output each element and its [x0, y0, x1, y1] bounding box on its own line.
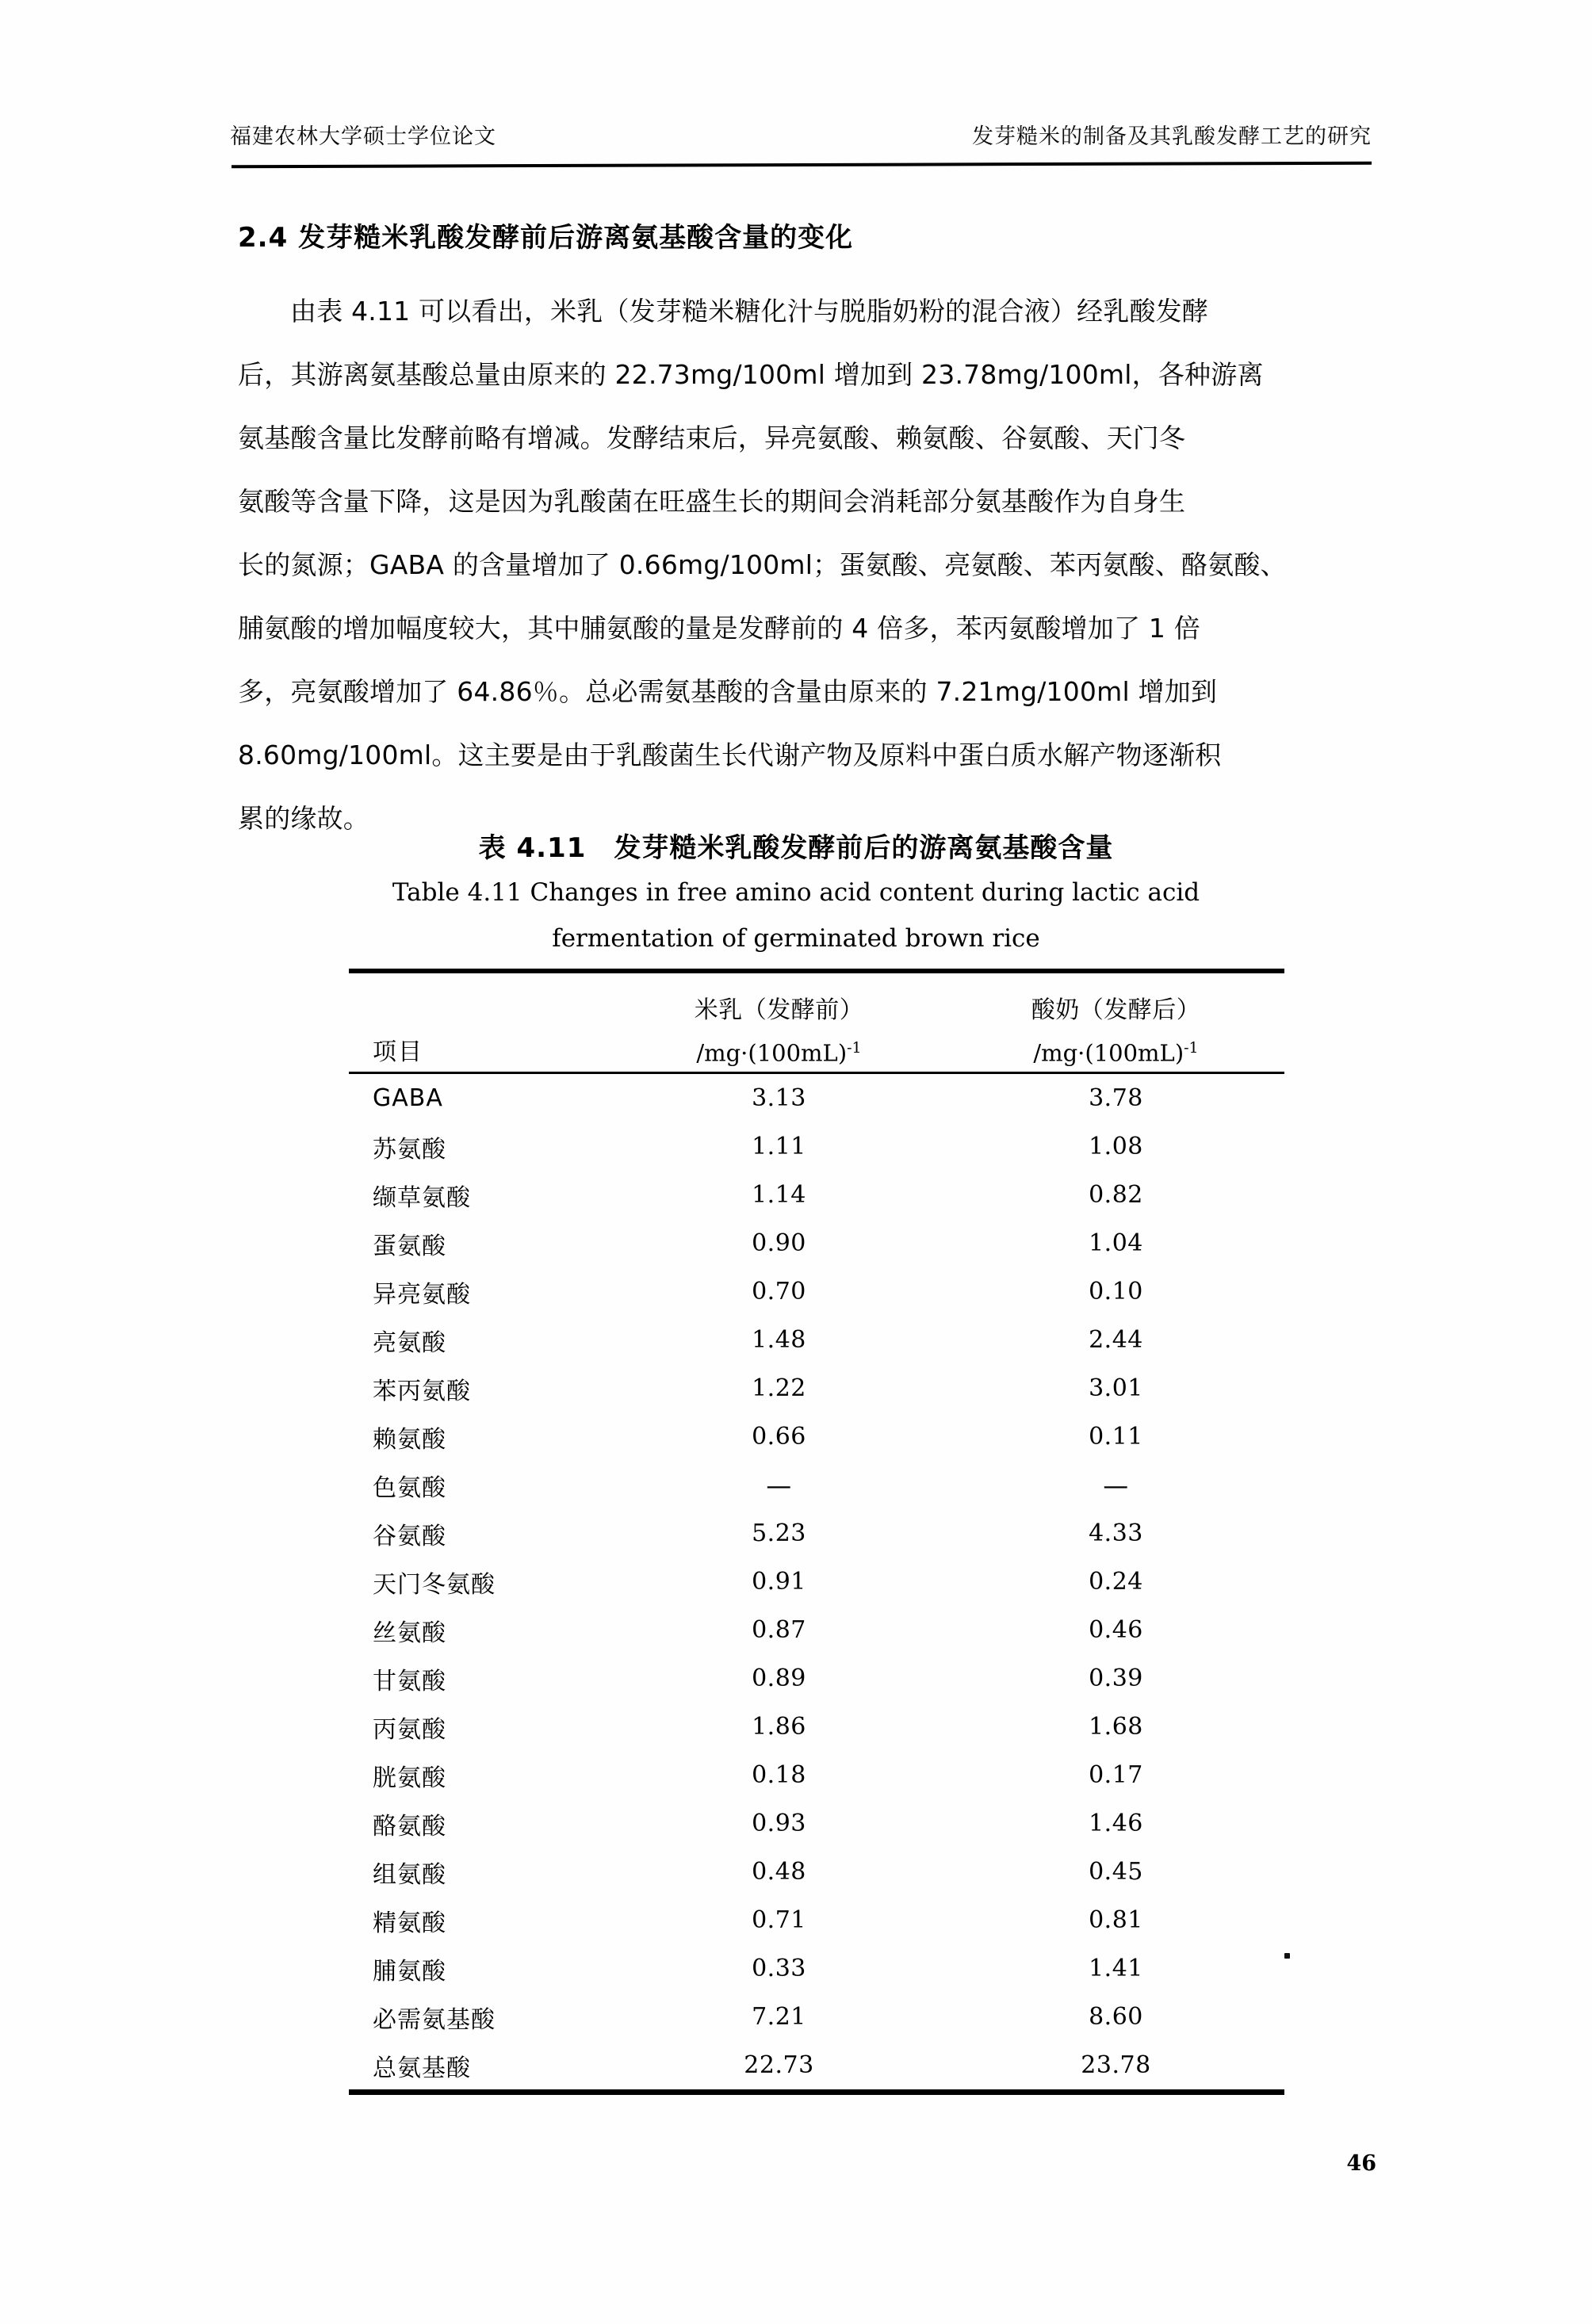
row-value-before: 22.73: [744, 2051, 814, 2079]
row-value-after: 0.82: [1089, 1181, 1143, 1209]
table-row: [349, 1751, 1284, 1799]
row-value-after: 1.68: [1089, 1713, 1143, 1741]
row-value-after: 3.78: [1089, 1084, 1143, 1112]
row-value-after: 1.46: [1089, 1810, 1143, 1837]
row-value-before: —: [766, 1470, 792, 1500]
unit-exponent: -1: [847, 1039, 862, 1057]
table-row: [349, 1993, 1284, 2041]
column-header-before-name: 米乳（发酵前）: [694, 996, 864, 1025]
table-row: [349, 1848, 1284, 1896]
table-row: [349, 1364, 1284, 1412]
paragraph-line: 脯氨酸的增加幅度较大，其中脯氨酸的量是发酵前的 4 倍多，苯丙氨酸增加了 1 倍: [238, 613, 1200, 644]
row-value-after: —: [1103, 1470, 1129, 1500]
row-item-label: 胱氨酸: [373, 1764, 446, 1792]
row-item-label: 总氨基酸: [373, 2054, 471, 2082]
paragraph-line: 长的氮源；GABA 的含量增加了 0.66mg/100ml；蛋氨酸、亮氨酸、苯丙氨酸、酪氨酸、: [238, 549, 1287, 580]
table-header: [349, 973, 1284, 1072]
paragraph-line: 后，其游离氨基酸总量由原来的 22.73mg/100ml 增加到 23.78mg/100ml，各种游离: [238, 359, 1264, 390]
row-value-after: 4.33: [1089, 1519, 1143, 1547]
table-row: [349, 1799, 1284, 1848]
body-paragraph: [238, 295, 1372, 866]
row-item-label: 苏氨酸: [373, 1135, 446, 1164]
row-value-before: 0.70: [752, 1278, 806, 1305]
row-item-label: 丙氨酸: [373, 1715, 446, 1744]
table-row: [349, 1703, 1284, 1751]
row-item-label: GABA: [373, 1084, 443, 1112]
table-row: [349, 1944, 1284, 1993]
row-item-label: 缬草氨酸: [373, 1183, 471, 1212]
row-value-after: 3.01: [1089, 1374, 1143, 1402]
column-header-after-name: 酸奶（发酵后）: [1031, 996, 1201, 1025]
table-row: [349, 1074, 1284, 1122]
row-item-label: 天门冬氨酸: [373, 1570, 496, 1599]
row-value-before: 0.87: [752, 1616, 806, 1644]
paragraph-line: 由表 4.11 可以看出，米乳（发芽糙米糖化汁与脱脂奶粉的混合液）经乳酸发酵: [290, 296, 1209, 327]
table-caption-english-line1: Table 4.11 Changes in free amino acid content during lactic acid: [392, 878, 1200, 907]
paragraph-line: 多，亮氨酸增加了 64.86％。总必需氨基酸的含量由原来的 7.21mg/100ml 增加到: [238, 676, 1218, 707]
row-value-before: 1.22: [752, 1374, 806, 1402]
table-body: [349, 1074, 1284, 2089]
unit-base: /mg·(100mL): [696, 1040, 848, 1067]
unit-exponent: -1: [1184, 1039, 1199, 1057]
table-row: [349, 1122, 1284, 1171]
row-value-after: 0.17: [1089, 1761, 1143, 1789]
row-item-label: 甘氨酸: [373, 1667, 446, 1695]
row-item-label: 赖氨酸: [373, 1425, 446, 1454]
table-caption-chinese: 表 4.11 发芽糙米乳酸发酵前后的游离氨基酸含量: [478, 832, 1114, 864]
running-header: [230, 119, 1372, 150]
unit-base: /mg·(100mL): [1033, 1040, 1184, 1067]
row-value-before: 1.86: [752, 1713, 806, 1741]
row-item-label: 亮氨酸: [373, 1328, 446, 1357]
row-value-after: 0.45: [1089, 1858, 1143, 1886]
row-value-after: 8.60: [1089, 2003, 1143, 2031]
column-header-item-label: 项目: [373, 1038, 423, 1066]
table-caption-english-line2: fermentation of germinated brown rice: [552, 924, 1040, 953]
table-row: [349, 1558, 1284, 1606]
amino-acid-table: [349, 969, 1284, 2095]
table-row: [349, 1412, 1284, 1461]
row-value-after: 0.24: [1089, 1568, 1143, 1596]
row-value-before: 0.33: [752, 1955, 806, 1982]
row-value-after: 1.04: [1089, 1229, 1143, 1257]
row-item-label: 色氨酸: [373, 1474, 446, 1502]
table-grid: [349, 973, 1284, 1072]
header-rule: [232, 162, 1372, 169]
row-value-before: 1.48: [752, 1326, 806, 1354]
paragraph-line: 累的缘故。: [238, 803, 369, 834]
paragraph-line: 8.60mg/100ml。这主要是由于乳酸菌生长代谢产物及原料中蛋白质水解产物逐渐积: [238, 740, 1222, 770]
column-header-before: [610, 973, 947, 1072]
row-item-label: 谷氨酸: [373, 1522, 446, 1550]
row-value-before: 0.91: [752, 1568, 806, 1596]
table-row: [349, 1509, 1284, 1558]
row-value-after: 0.46: [1089, 1616, 1143, 1644]
column-header-after: [947, 973, 1284, 1072]
row-value-before: 1.11: [752, 1133, 806, 1160]
row-value-before: 0.90: [752, 1229, 806, 1257]
table-row: [349, 1316, 1284, 1364]
row-value-after: 1.08: [1089, 1133, 1143, 1160]
table-row: [349, 1171, 1284, 1219]
row-item-label: 丝氨酸: [373, 1619, 446, 1647]
page-number: 46: [1346, 2151, 1376, 2176]
row-value-after: 0.10: [1089, 1278, 1143, 1305]
table-row: [349, 1654, 1284, 1703]
table-row: [349, 1219, 1284, 1267]
column-header-item: [349, 973, 610, 1072]
paragraph-line: 氨基酸含量比发酵前略有增减。发酵结束后，异亮氨酸、赖氨酸、谷氨酸、天门冬: [238, 422, 1186, 453]
table-row: [349, 1461, 1284, 1509]
running-header-left: 福建农林大学硕士学位论文: [230, 124, 496, 149]
row-value-before: 0.18: [752, 1761, 806, 1789]
row-value-before: 7.21: [752, 2003, 806, 2031]
row-value-before: 0.93: [752, 1810, 806, 1837]
row-value-before: 5.23: [752, 1519, 806, 1547]
column-header-after-unit: [1033, 1039, 1198, 1067]
table-row: [349, 2041, 1284, 2089]
row-item-label: 脯氨酸: [373, 1957, 446, 1986]
row-value-before: 0.66: [752, 1423, 806, 1451]
row-value-after: 23.78: [1081, 2051, 1151, 2079]
row-item-label: 酪氨酸: [373, 1812, 446, 1840]
row-item-label: 组氨酸: [373, 1860, 446, 1889]
row-value-before: 3.13: [752, 1084, 806, 1112]
row-value-before: 1.14: [752, 1181, 806, 1209]
table-row: [349, 1606, 1284, 1654]
row-item-label: 异亮氨酸: [373, 1280, 471, 1309]
column-header-before-unit: [696, 1039, 861, 1067]
row-value-before: 0.89: [752, 1665, 806, 1692]
row-value-after: 0.11: [1089, 1423, 1143, 1451]
row-item-label: 必需氨基酸: [373, 2005, 496, 2034]
row-value-after: 0.39: [1089, 1665, 1143, 1692]
row-item-label: 苯丙氨酸: [373, 1377, 471, 1405]
row-value-after: 2.44: [1089, 1326, 1143, 1354]
table-row: [349, 1267, 1284, 1316]
running-header-right: 发芽糙米的制备及其乳酸发酵工艺的研究: [972, 124, 1372, 149]
table-header-row: [349, 973, 1284, 1072]
paragraph-line: 氨酸等含量下降，这是因为乳酸菌在旺盛生长的期间会消耗部分氨基酸作为自身生: [238, 486, 1186, 517]
scan-artifact-speck: [1284, 1953, 1290, 1959]
section-heading: 2.4 发芽糙米乳酸发酵前后游离氨基酸含量的变化: [238, 222, 854, 254]
row-value-before: 0.48: [752, 1858, 806, 1886]
row-value-after: 1.41: [1089, 1955, 1143, 1982]
row-value-after: 0.81: [1089, 1906, 1143, 1934]
table-row: [349, 1896, 1284, 1944]
row-value-before: 0.71: [752, 1906, 806, 1934]
row-item-label: 蛋氨酸: [373, 1232, 446, 1260]
row-item-label: 精氨酸: [373, 1909, 446, 1937]
table-bottom-rule: [349, 2089, 1284, 2095]
table-body-grid: [349, 1074, 1284, 2089]
